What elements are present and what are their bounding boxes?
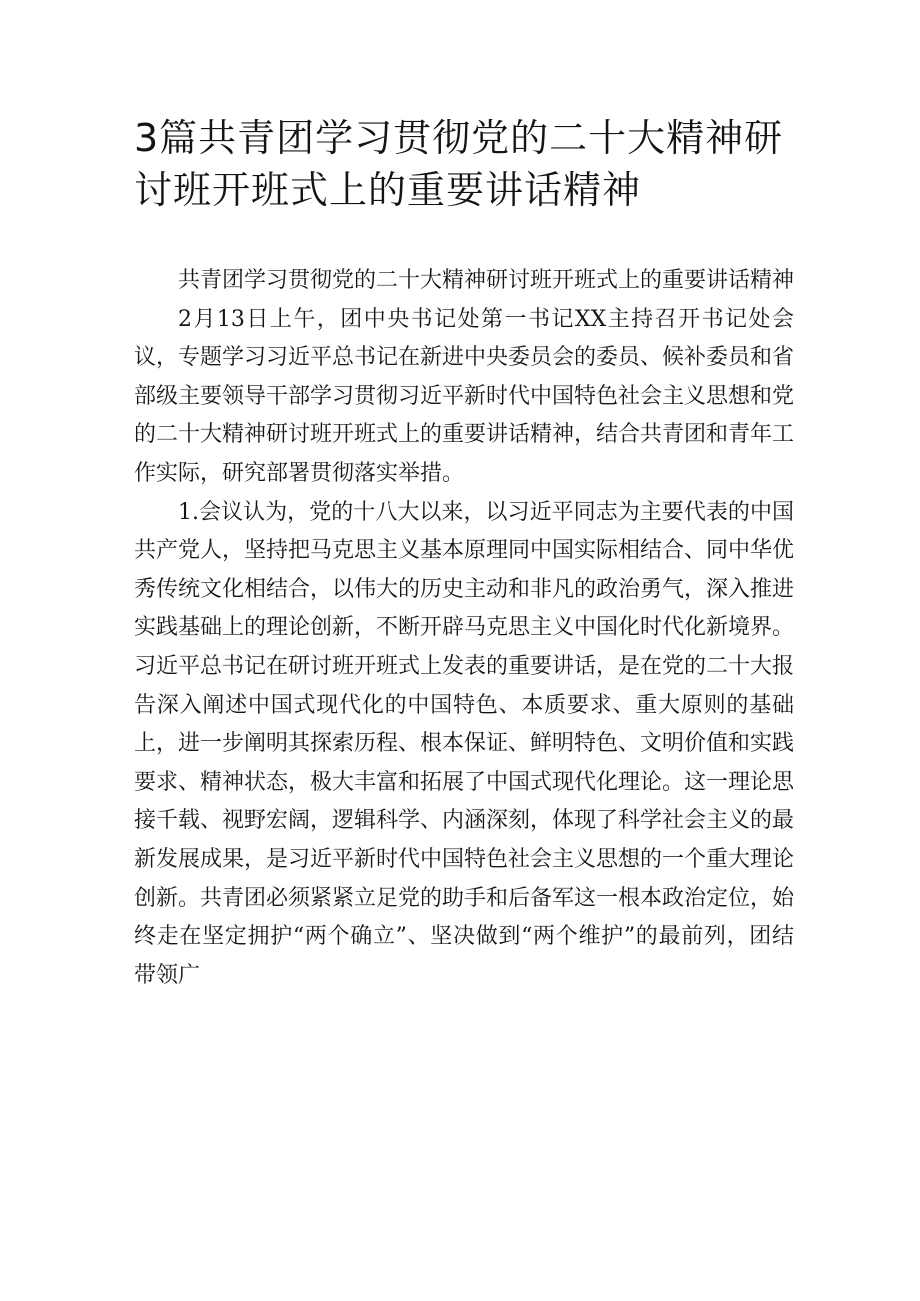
document-body	[134, 262, 794, 995]
paragraph-speech-significance: 习近平总书记在研讨班开班式上发表的重要讲话，是在党的二十大报告深入阐述中国式现代化的中国特色、本质要求、重大原则的基础上，进一步阐明其探索历程、根本保证、鲜明特色、文明价值和实践要求、精神状态，极大丰富和拓展了中国式现代化理论。这一理论思接千载、视野宏阔，逻辑科学、内涵深刻，体现了科学社会主义的最新发展成果，是习近平新时代中国特色社会主义思想的一个重大理论创新。共青团必须紧紧立足党的助手和后备军这一根本政治定位，始终走在坚定拥护“两个确立”、坚决做到“两个维护”的最前列，团结带领广	[134, 653, 795, 988]
paragraph-subtitle: 共青团学习贯彻党的二十大精神研讨班开班式上的重要讲话精神	[178, 268, 795, 293]
paragraph-point-1: 1.会议认为，党的十八大以来，以习近平同志为主要代表的中国共产党人，坚持把马克思主义基本原理同中国实际相结合、同中华优秀传统文化相结合，以伟大的历史主动和非凡的政治勇气，深入推进实践基础上的理论创新，不断开辟马克思主义中国化时代化新境界。	[134, 499, 795, 641]
paragraph-meeting-intro: 2月13日上午，团中央书记处第一书记XX主持召开书记处会议，专题学习习近平总书记在新进中央委员会的委员、候补委员和省部级主要领导干部学习贯彻习近平新时代中国特色社会主义思想和党的二十大精神研讨班开班式上的重要讲话精神，结合共青团和青年工作实际，研究部署贯彻落实举措。	[134, 306, 795, 486]
document-title: 3篇共青团学习贯彻党的二十大精神研讨班开班式上的重要讲话精神	[134, 116, 784, 212]
